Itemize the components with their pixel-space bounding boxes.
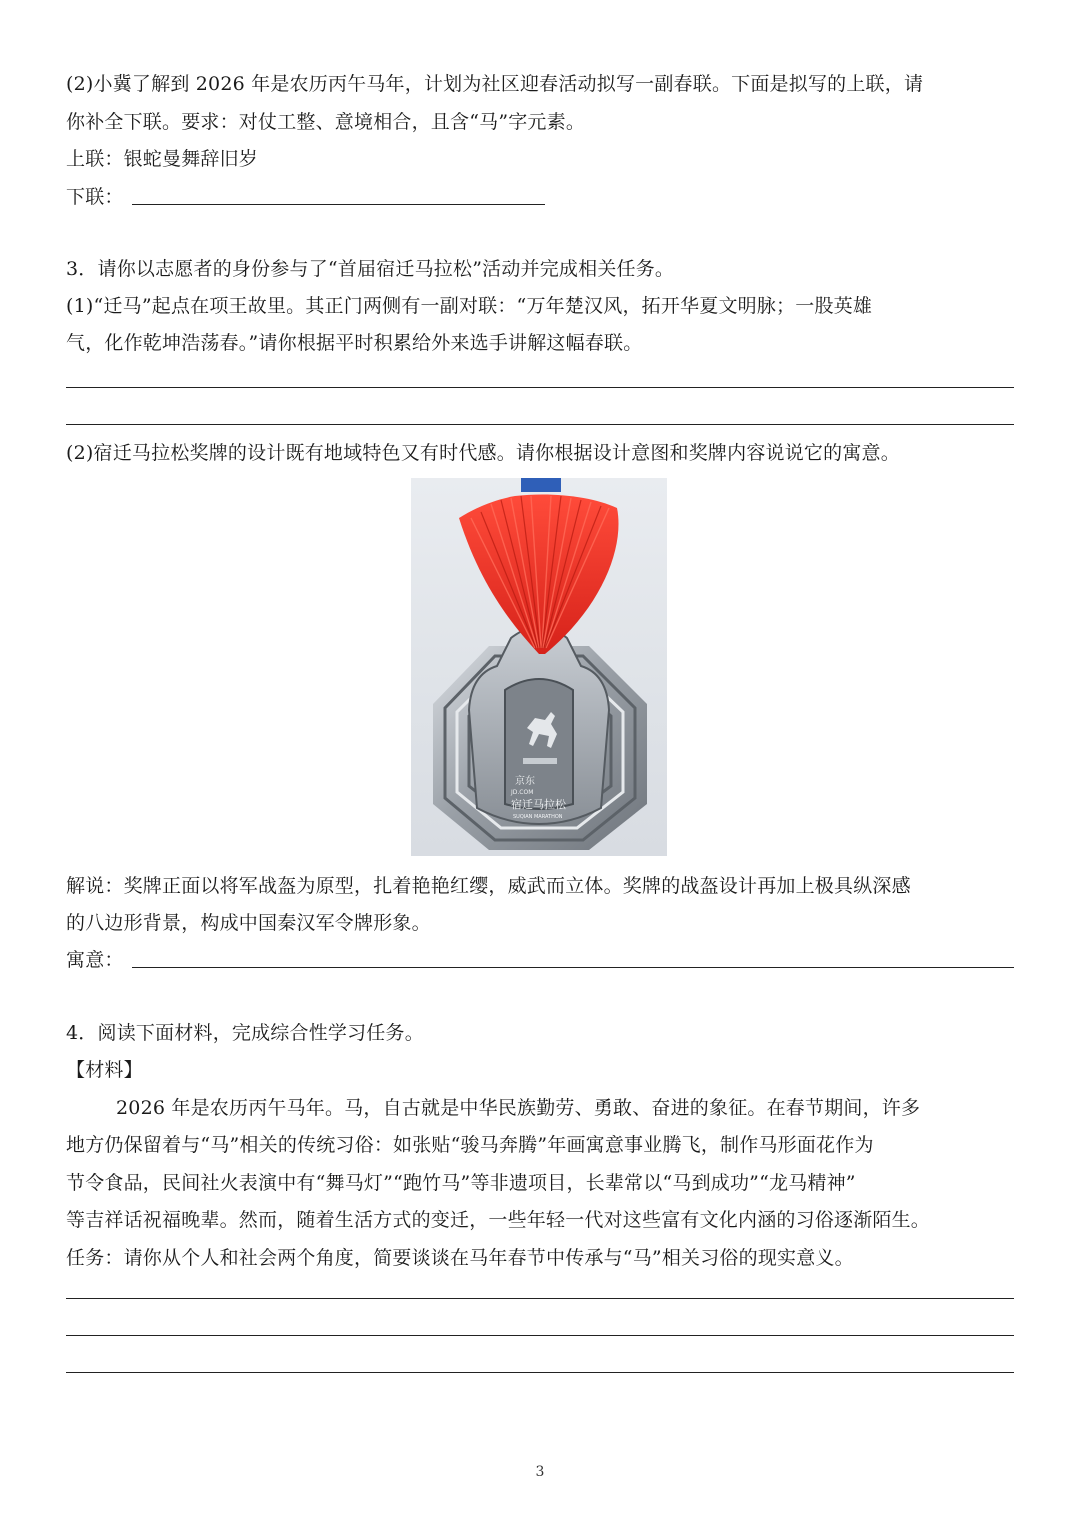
medal-pedestal — [523, 758, 557, 764]
q3-part1-line2: 气，化作乾坤浩荡春。”请你根据平时积累给外来选手讲解这幅春联。 — [66, 332, 643, 354]
material-para-line3: 节令食品，民间社火表演中有“舞马灯”“跑竹马”等非遗项目，长辈常以“马到成功”“龙马精神” — [66, 1172, 856, 1194]
red-tassel — [459, 495, 619, 655]
material-para-line1: 2026 年是农历丙午马年。马，自古就是中华民族勤劳、勇敢、奋进的象征。在春节期间，许多 — [116, 1097, 921, 1119]
medal-title-text: 宿迁马拉松 — [511, 798, 566, 811]
q3-part1-answer-line-1[interactable] — [66, 387, 1014, 388]
lower-couplet-label: 下联： — [66, 186, 124, 208]
q4-answer-line-3[interactable] — [66, 1372, 1014, 1373]
q2-prompt-line1: (2)小冀了解到 2026 年是农历丙午马年，计划为社区迎春活动拟写一副春联。下面是拟写的上联，请 — [66, 73, 924, 95]
q3-part1-line1: (1)“迁马”起点在项王故里。其正门两侧有一副对联：“万年楚汉风，拓开华夏文明脉；一股英雄 — [66, 295, 873, 317]
medal-title-en-text: SUQIAN MARATHON — [513, 814, 563, 820]
upper-couplet: 上联：银蛇曼舞辞旧岁 — [66, 148, 259, 170]
medal-brand-text: 京东 — [515, 776, 535, 787]
material-para-line4: 等吉祥话祝福晚辈。然而，随着生活方式的变迁，一些年轻一代对这些富有文化内涵的习俗逐渐陌生。 — [66, 1209, 931, 1231]
q3-heading: 3．请你以志愿者的身份参与了“首届宿迁马拉松”活动并完成相关任务。 — [66, 258, 675, 280]
page-number: 3 — [535, 1464, 545, 1480]
ribbon-shape — [521, 478, 561, 492]
material-para-line2: 地方仍保留着与“马”相关的传统习俗：如张贴“骏马奔腾”年画寓意事业腾飞，制作马形面花作为 — [66, 1134, 874, 1156]
medal-illustration — [411, 478, 667, 856]
medal-brand-en-text: JD.COM — [511, 789, 534, 796]
medal-meaning-label: 寓意： — [66, 949, 124, 971]
medal-meaning-answer-line[interactable] — [132, 967, 1014, 968]
medal-explain-line1: 解说：奖牌正面以将军战盔为原型，扎着艳艳红缨，威武而立体。奖牌的战盔设计再加上极具纵深感 — [66, 875, 911, 897]
q3-part2-prompt: (2)宿迁马拉松奖牌的设计既有地域特色又有时代感。请你根据设计意图和奖牌内容说说它的寓意。 — [66, 442, 900, 464]
q2-prompt-line2: 你补全下联。要求：对仗工整、意境相合，且含“马”字元素。 — [66, 111, 586, 133]
q4-answer-line-1[interactable] — [66, 1298, 1014, 1299]
q4-heading: 4．阅读下面材料，完成综合性学习任务。 — [66, 1022, 424, 1044]
material-label: 【材料】 — [66, 1059, 143, 1081]
lower-couplet-answer-line[interactable] — [132, 204, 545, 205]
medal-explain-line2: 的八边形背景，构成中国秦汉军令牌形象。 — [66, 912, 431, 934]
q4-task: 任务：请你从个人和社会两个角度，简要谈谈在马年春节中传承与“马”相关习俗的现实意义。 — [66, 1247, 854, 1269]
q4-answer-line-2[interactable] — [66, 1335, 1014, 1336]
q3-part1-answer-line-2[interactable] — [66, 424, 1014, 425]
marathon-medal-photo — [411, 478, 667, 856]
